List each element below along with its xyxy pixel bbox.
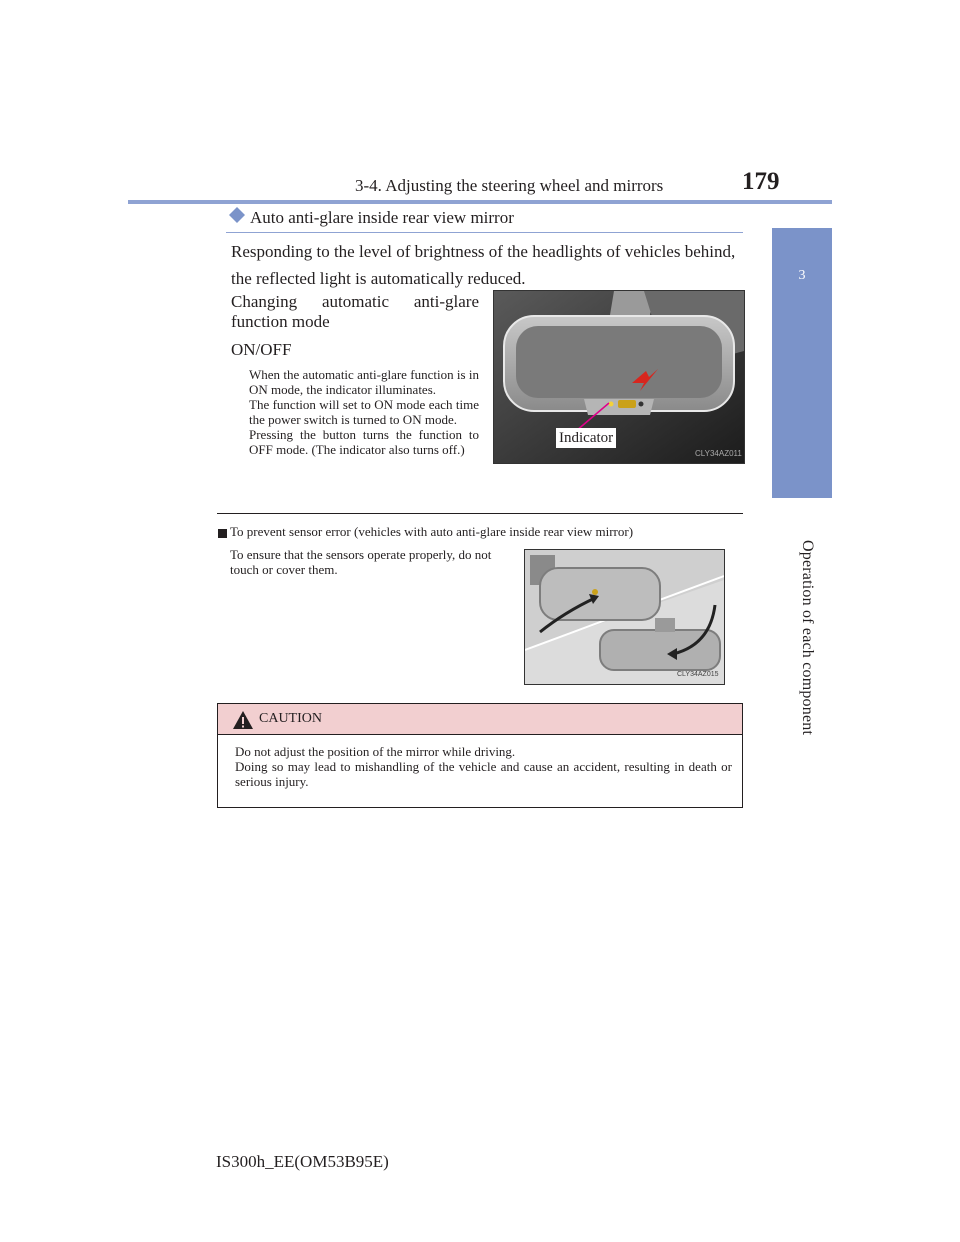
note-body: To ensure that the sensors operate properly, do not touch or cover them. <box>230 547 492 577</box>
mirror-illustration <box>493 290 745 464</box>
section-heading: Auto anti-glare inside rear view mirror <box>250 208 514 227</box>
sensor-illustration <box>524 549 725 685</box>
figure-code: CLY34AZ011 <box>695 449 742 458</box>
mirror-drawing <box>494 291 744 463</box>
change-mode-title: Changing automatic anti-glare <box>231 292 479 311</box>
mode-description <box>249 367 479 457</box>
footer-model-code: IS300h_EE(OM53B95E) <box>216 1152 389 1171</box>
caution-body <box>235 744 732 789</box>
chapter-number: 3 <box>798 268 806 283</box>
caution-box <box>217 703 743 808</box>
square-bullet-icon <box>218 529 227 538</box>
chapter-title: Operation of each component <box>799 540 816 736</box>
sensor-drawing <box>525 550 724 684</box>
warning-triangle-icon <box>232 710 254 730</box>
caution-header <box>218 704 742 735</box>
indicator-callout: Indicator <box>556 428 616 448</box>
figure-code: CLY34AZ015 <box>677 671 719 678</box>
header-rule <box>128 200 832 204</box>
section-header: 3-4. Adjusting the steering wheel and mirrors <box>355 176 664 195</box>
note-title: To prevent sensor error (vehicles with auto anti-glare inside rear view mirror) <box>230 524 634 539</box>
change-mode-title-line2: function mode <box>231 312 330 331</box>
heading-rule <box>226 232 743 233</box>
mode-label: ON/OFF <box>231 340 292 359</box>
section-divider <box>217 513 743 514</box>
page-number: 179 <box>742 168 780 195</box>
caution-line: Doing so may lead to mishandling of the vehicle and cause an accident, resulting in death or serious injury. <box>235 759 732 789</box>
mode-description-line: The function will set to ON mode each time the power switch is turned to ON mode. <box>249 397 479 427</box>
mode-description-line: Pressing the button turns the function to OFF mode. (The indicator also turns off.) <box>249 427 479 457</box>
intro-paragraph: Responding to the level of brightness of the headlights of vehicles behind, the reflected light is automatically reduced. <box>231 242 736 288</box>
caution-label: CAUTION <box>259 711 322 726</box>
caution-line: Do not adjust the position of the mirror while driving. <box>235 744 516 759</box>
diamond-bullet-icon <box>229 207 245 223</box>
mode-description-line: When the automatic anti-glare function is in ON mode, the indicator illuminates. <box>249 367 479 397</box>
